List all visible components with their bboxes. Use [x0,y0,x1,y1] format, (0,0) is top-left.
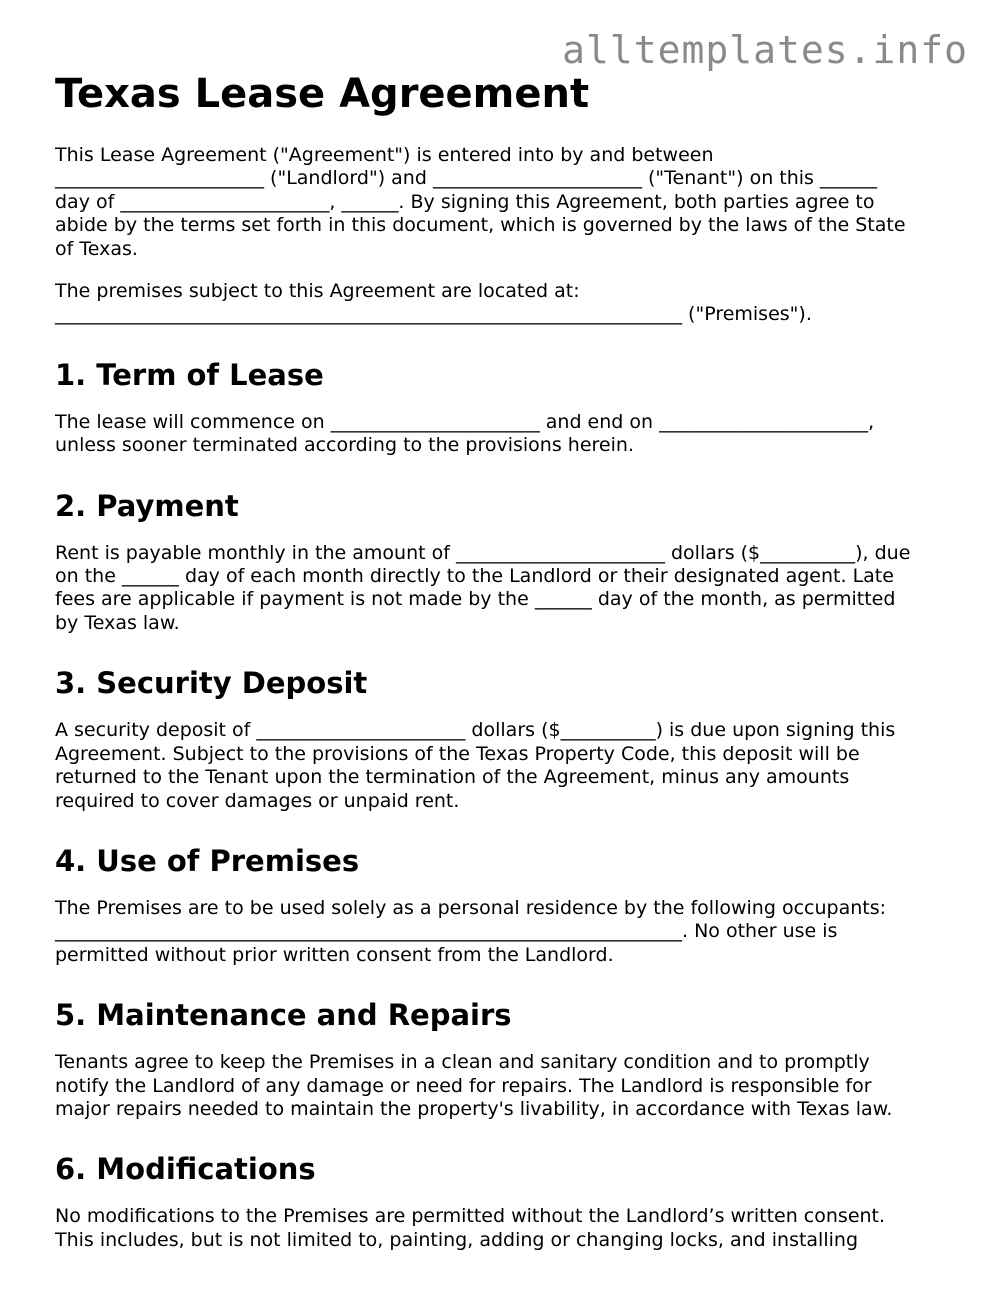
watermark: alltemplates.info [562,28,968,72]
section-heading: 1. Term of Lease [55,357,324,392]
section-maintenance-and-repairs [55,997,945,1121]
section-body: No modifications to the Premises are permitted without the Landlord’s written consent. This includes, but is not limited to, painting, adding or changing locks, and installing [55,1205,886,1251]
section-body: A security deposit of ______________________ dollars ($__________) is due upon signing this Agreement. Subject to the provisions of the Texas Property Code, this deposit will be returned to the Tenant upon the termination of the Agreement, minus any amounts required to cover damages or unpaid rent. [55,719,896,812]
section-body: The lease will commence on ______________________ and end on ______________________, unless sooner terminated according to the provisions herein. [55,410,875,457]
section-modifications [55,1151,945,1252]
document-title: Texas Lease Agreement [55,71,590,117]
section-heading: 6. Modifications [55,1152,316,1187]
intro-paragraph: This Lease Agreement ("Agreement") is entered into by and between ______________________ ("Landlord") and ______________________ ("Tenant") on this ______ day of ______________________, ______. By signing this Agreement, both parties agree to abide by the terms set forth in this document, which is governed by the laws of the State of Texas. [55,144,906,260]
premises-paragraph: The premises subject to this Agreement are located at: __________________________________________________________________ ("Premises"). [55,280,812,326]
section-heading: 4. Use of Premises [55,843,360,878]
section-payment [55,488,945,636]
section-use-of-premises [55,843,945,967]
section-body: Tenants agree to keep the Premises in a clean and sanitary condition and to promptly notify the Landlord of any damage or need for repairs. The Landlord is responsible for major repairs needed to maintain the property's livability, in accordance with Texas law. [55,1051,893,1120]
section-heading: 5. Maintenance and Repairs [55,998,512,1033]
section-body: Rent is payable monthly in the amount of ______________________ dollars ($__________), due on the ______ day of each month directly to the Landlord or their designated agent. Late fees are applicable if payment is not made by the ______ day of the month, as permitted by Texas law. [55,541,911,634]
section-body: The Premises are to be used solely as a personal residence by the following occupants: __________________________________________________________________. No other use is permitted without prior written consent from the Landlord. [55,896,887,966]
section-heading: 3. Security Deposit [55,666,368,701]
section-term-of-lease [55,357,945,458]
section-security-deposit [55,665,945,813]
section-heading: 2. Payment [55,488,239,523]
document-page [55,70,945,1282]
